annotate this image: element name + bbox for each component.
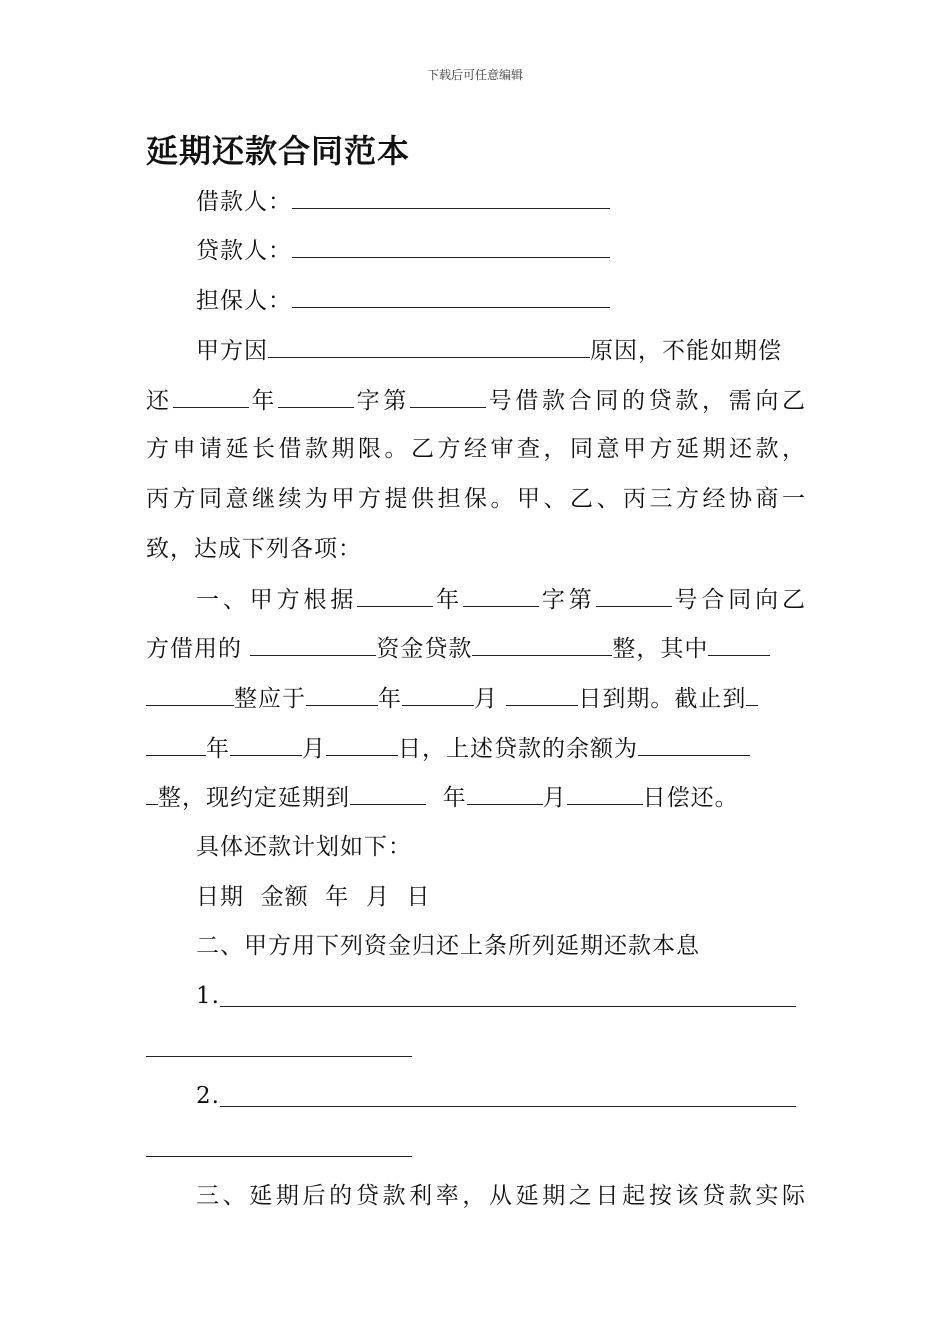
p2-line5 <box>146 782 806 813</box>
lender-label: 贷款人： <box>196 238 292 264</box>
p1-text: 号借款合同的贷款，需向乙 <box>486 388 807 414</box>
ext-month-blank[interactable] <box>467 782 543 805</box>
p2-number-blank[interactable] <box>596 584 672 607</box>
balance-blank[interactable] <box>638 733 750 756</box>
item-1-label: 1. <box>196 983 220 1009</box>
reason-blank[interactable] <box>268 335 590 358</box>
due-month-blank[interactable] <box>402 683 474 706</box>
p1-line3: 方申请延长借款期限。乙方经审查，同意甲方延期还款， <box>146 436 806 462</box>
p2-text: 整，其中 <box>612 636 709 662</box>
section-2: 二、甲方用下列资金归还上条所列延期还款本息 <box>196 933 700 959</box>
document-title: 延期还款合同范本 <box>146 132 411 170</box>
p1-line4: 丙方同意继续为甲方提供担保。甲、乙、丙三方经协商一 <box>146 486 806 512</box>
p2-line4 <box>146 733 806 764</box>
due-day-blank[interactable] <box>506 683 578 706</box>
p2-text: 整，现约定延期到 <box>158 785 350 811</box>
guarantor-label: 担保人： <box>196 288 292 314</box>
item-1-blank[interactable] <box>220 1006 796 1007</box>
p2-text: 年 <box>433 587 463 613</box>
fund-type-blank[interactable] <box>250 633 376 656</box>
p2-text: 号合同向乙 <box>671 587 806 613</box>
cutoff-day-blank[interactable] <box>326 733 398 756</box>
guarantor-blank[interactable] <box>292 285 610 308</box>
borrower-line <box>196 186 856 217</box>
p2-text: 日，上述贷款的余额为 <box>398 736 638 762</box>
item-1-blank-cont[interactable] <box>146 1056 412 1057</box>
item-2-label: 2. <box>196 1083 220 1109</box>
plan-header: 日期 金额 年 月 日 <box>196 884 431 910</box>
item-2-blank-cont[interactable] <box>146 1156 412 1157</box>
p2-text: 月 <box>474 686 498 712</box>
p2-text: 整应于 <box>234 686 306 712</box>
p2-text: 资金贷款 <box>376 636 473 662</box>
borrower-label: 借款人： <box>196 189 292 215</box>
borrower-blank[interactable] <box>292 186 610 209</box>
ext-day-blank[interactable] <box>567 782 643 805</box>
p2-line2 <box>146 633 806 664</box>
contract-year-blank[interactable] <box>173 385 249 408</box>
loan-amount-blank[interactable] <box>472 633 612 656</box>
p2-char-blank[interactable] <box>463 584 539 607</box>
p1-text: 原因，不能如期偿 <box>590 338 782 364</box>
p2-year-blank[interactable] <box>357 584 433 607</box>
p1-text: 年 <box>248 388 279 414</box>
p2-text: 年 <box>206 736 230 762</box>
p1-line1 <box>196 335 806 366</box>
p2-text: 月 <box>302 736 326 762</box>
p1-line5: 致，达成下列各项： <box>146 536 362 562</box>
cutoff-year-blank-cont[interactable] <box>146 733 206 756</box>
item-2-blank[interactable] <box>220 1106 796 1107</box>
p1-text: 还 <box>146 388 173 414</box>
p2-line1 <box>196 584 806 615</box>
guarantor-line <box>196 285 856 316</box>
p1-text: 字第 <box>354 388 411 414</box>
partial-amount-blank[interactable] <box>708 633 770 656</box>
p2-text: 日到期。截止到 <box>578 686 747 712</box>
p2-text: 一、甲方根据 <box>196 587 358 613</box>
due-year-blank[interactable] <box>306 683 378 706</box>
p1-text: 甲方因 <box>196 338 268 364</box>
p2-line3 <box>146 683 806 714</box>
p2-text: 年 <box>378 686 402 712</box>
contract-char-blank[interactable] <box>278 385 354 408</box>
ext-year-blank[interactable] <box>350 782 426 805</box>
p2-text: 字第 <box>539 587 596 613</box>
lender-line <box>196 235 856 266</box>
partial-amount-blank-cont[interactable] <box>146 683 234 706</box>
page-header: 下载后可任意编辑 <box>426 68 523 82</box>
contract-number-blank[interactable] <box>410 385 486 408</box>
p1-line2 <box>146 385 806 416</box>
p2-text: 日偿还。 <box>642 785 739 811</box>
section-3: 三、延期后的贷款利率，从延期之日起按该贷款实际 <box>196 1183 806 1209</box>
cutoff-year-blank[interactable] <box>746 683 758 706</box>
p2-text: 方借用的 <box>146 636 242 662</box>
plan-intro: 具体还款计划如下： <box>196 834 412 860</box>
lender-blank[interactable] <box>292 235 610 258</box>
p2-text: 年 <box>442 785 467 811</box>
p2-text: 月 <box>542 785 567 811</box>
cutoff-month-blank[interactable] <box>230 733 302 756</box>
balance-blank-cont[interactable] <box>146 782 158 805</box>
